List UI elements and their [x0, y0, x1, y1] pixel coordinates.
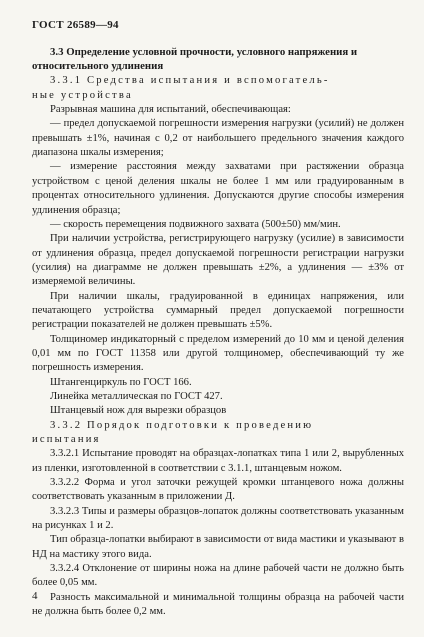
- subsection-heading: 3.3.1 Средства испытания и вспомогатель-: [50, 75, 330, 87]
- section-title-continued: относительного удлинения: [32, 60, 164, 73]
- subsection-heading: 3.3.2 Порядок подготовки к проведению: [50, 419, 314, 431]
- paragraph: 3.3.2.3 Типы и размеры образцов-лопаток должны соответствовать указанным на рисунках 1 и 2.: [32, 505, 404, 532]
- paragraph: 3.3.2.2 Форма и угол заточки режущей кромки штанцевого ножа должны соответствовать указанным в приложении Д.: [32, 477, 404, 503]
- paragraph: Тип образца-лопатки выбирают в зависимости от вида мастики и указывают в НД на мастику этого вида.: [32, 534, 404, 560]
- paragraph: Линейка металлическая по ГОСТ 427.: [50, 390, 223, 402]
- section-title: 3.3 Определение условной прочности, условного напряжения и: [50, 46, 358, 58]
- paragraph: При наличии шкалы, градуированной в единицах напряжения, или печатающего устройства суммарный предел допускаемой погрешности регистрации показателей не должен превышать ±5%.: [32, 290, 404, 331]
- paragraph: Штанцевый нож для вырезки образцов: [50, 405, 227, 417]
- paragraph: — скорость перемещения подвижного захвата (500±50) мм/мин.: [50, 218, 341, 230]
- page-content: [32, 45, 404, 619]
- paragraph: Толщиномер индикаторный с пределом измерений до 10 мм и ценой деления 0,01 мм по ГОСТ 11358 или другой толщиномер, обеспечивающий ту же погрешность измерения.: [32, 333, 404, 374]
- paragraph: 3.3.2.1 Испытание проводят на образцах-лопатках типа 1 или 2, вырубленных из пленки, изготовленной в соответствии с 3.1.1, штанцевым ножом.: [32, 448, 404, 474]
- paragraph: 3.3.2.4 Отклонение от ширины ножа на длине рабочей части не должно быть более 0,05 мм.: [32, 563, 404, 589]
- paragraph: — измерение расстояния между захватами при растяжении образца устройством с ценой деления шкалы не более 1 мм или градуированным в процентах относительного удлинения. Допускаются другие способы измерения удлинения образца;: [32, 161, 404, 216]
- page-header: ГОСТ 26589—94: [32, 19, 119, 31]
- paragraph: Разрывная машина для испытаний, обеспечивающая:: [50, 104, 291, 116]
- paragraph: — предел допускаемой погрешности измерения нагрузки (усилий) не должен превышать ±1%, начиная с 0,2 от наибольшего предельного значения каждого диапазона шкалы измерения;: [32, 118, 404, 159]
- page-number: 4: [32, 590, 38, 602]
- subsection-heading-cont: ные устройства: [32, 89, 133, 101]
- paragraph: Штангенциркуль по ГОСТ 166.: [50, 376, 192, 388]
- subsection-heading-cont: испытания: [32, 434, 101, 445]
- paragraph: Разность максимальной и минимальной толщины образца на рабочей части не должна быть более 0,2 мм.: [32, 591, 404, 618]
- paragraph: При наличии устройства, регистрирующего нагрузку (усилие) в зависимости от удлинения образца, предел допускаемой погрешности регистрации нагрузки (усилия) на диаграмме не должен превышать ±2%, а удлинения — ±3% от измеряемой величины.: [32, 233, 404, 288]
